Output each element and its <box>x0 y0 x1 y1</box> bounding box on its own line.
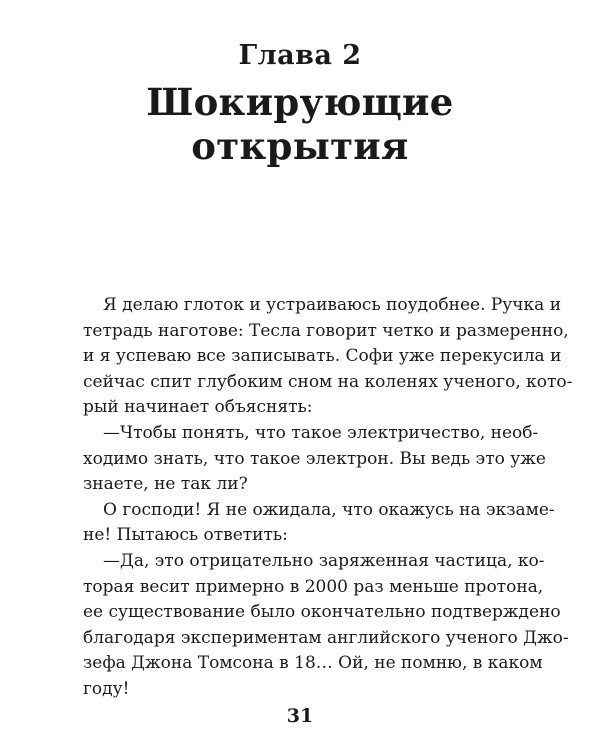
text-line: —Да, это отрицательно заряженная частица, ко- <box>103 550 545 571</box>
chapter-title <box>0 80 600 168</box>
text-line: и я успеваю все записывать. Софи уже перекусила и <box>83 346 562 367</box>
chapter-label: Глава 2 <box>238 40 362 71</box>
text-line: знаете, не так ли? <box>83 474 248 495</box>
text-line: Я делаю глоток и устраиваюсь поудобнее. Ручка и <box>103 295 562 315</box>
page-number: 31 <box>286 705 314 727</box>
chapter-title-line: открытия <box>191 124 409 168</box>
text-line: не! Пытаюсь ответить: <box>83 525 288 546</box>
text-line: году! <box>83 678 130 699</box>
text-line: тетрадь наготове: Тесла говорит четко и размеренно, <box>83 320 569 341</box>
text-line: —Чтобы понять, что такое электричество, необ- <box>103 422 539 443</box>
chapter-body-text <box>83 293 573 703</box>
text-line: сейчас спит глубоким сном на коленях ученого, кото- <box>83 371 573 392</box>
chapter-title-line: Шокирующие <box>146 80 454 124</box>
text-line: благодаря экспериментам английского ученого Джо- <box>83 627 569 648</box>
text-line: О господи! Я не ожидала, что окажусь на экзаме- <box>103 499 555 520</box>
text-line: торая весит примерно в 2000 раз меньше протона, <box>83 576 544 597</box>
text-line: ходимо знать, что такое электрон. Вы ведь это уже <box>83 448 546 469</box>
text-line: рый начинает объяснять: <box>83 397 313 418</box>
text-line: ее существование было окончательно подтверждено <box>83 602 561 623</box>
text-line: зефа Джона Томсона в 18… Ой, не помню, в каком <box>83 653 543 674</box>
